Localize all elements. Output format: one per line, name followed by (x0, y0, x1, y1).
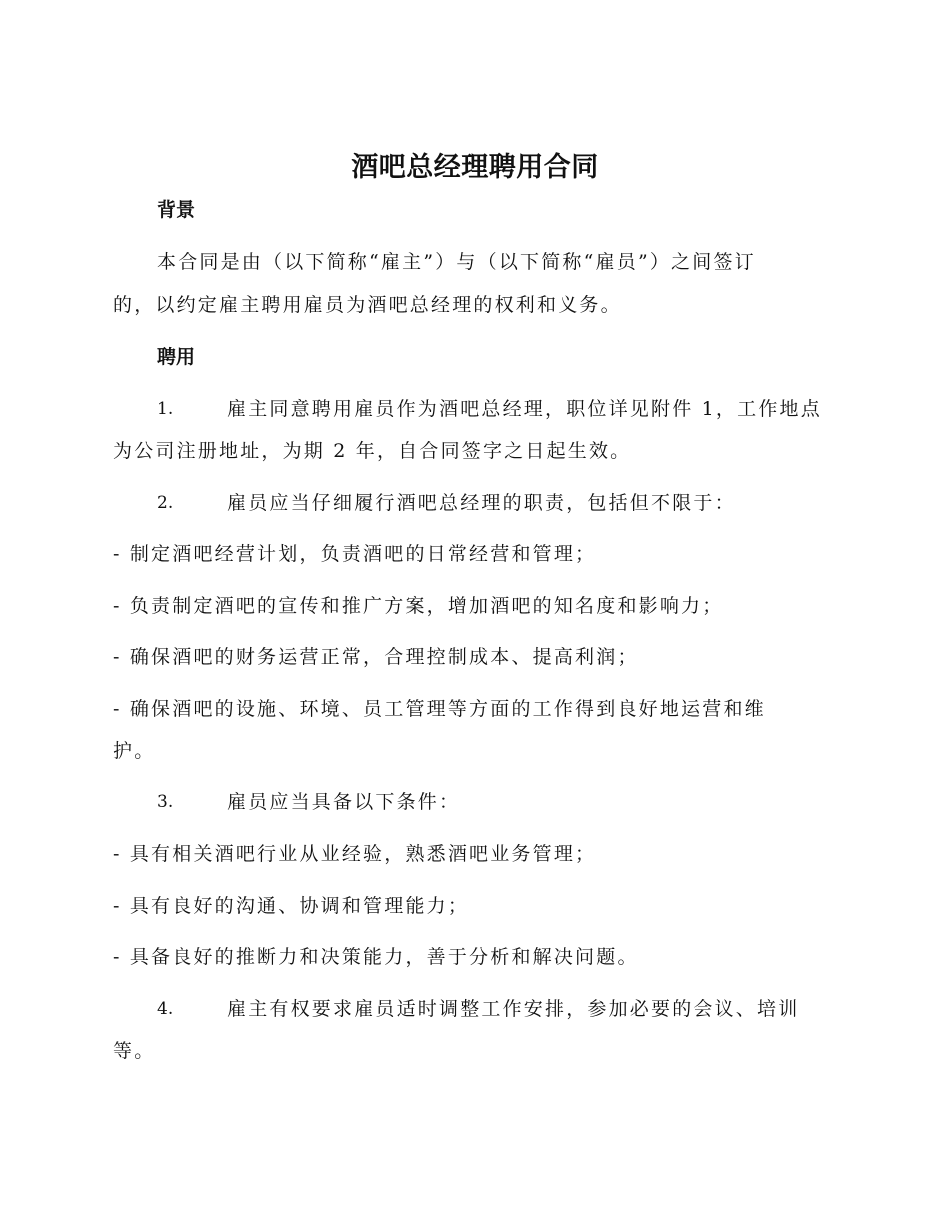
clause-2-bullet-4-continuation: 护。 (113, 740, 156, 762)
clause-2-bullet-3: - 确保酒吧的财务运营正常，合理控制成本、提高利润； (113, 646, 639, 668)
clause-number-2: 2. (157, 493, 174, 513)
clause-2-bullet-1: - 制定酒吧经营计划，负责酒吧的日常经营和管理； (113, 543, 597, 565)
document-title: 酒吧总经理聘用合同 (351, 152, 599, 183)
clause-3-bullet-1: - 具有相关酒吧行业从业经验，熟悉酒吧业务管理； (113, 843, 597, 865)
clause-4-line-2: 等。 (113, 1040, 156, 1062)
clause-2-bullet-4: - 确保酒吧的设施、环境、员工管理等方面的工作得到良好地运营和维 (113, 698, 766, 720)
clause-1-line-2: 为公司注册地址，为期 2 年，自合同签字之日起生效。 (113, 440, 632, 462)
clause-3-line-1: 雇员应当具备以下条件： (227, 791, 461, 813)
section-heading-employment: 聘用 (157, 346, 196, 368)
background-paragraph-line-2: 的，以约定雇主聘用雇员为酒吧总经理的权利和义务。 (113, 294, 622, 316)
background-paragraph-line-1: 本合同是由（以下简称“雇主”）与（以下简称“雇员”）之间签订 (157, 251, 756, 273)
clause-number-3: 3. (157, 792, 174, 812)
clause-1-line-1: 雇主同意聘用雇员作为酒吧总经理，职位详见附件 1，工作地点 (227, 398, 822, 420)
clause-2-bullet-2: - 负责制定酒吧的宣传和推广方案，增加酒吧的知名度和影响力； (113, 595, 724, 617)
clause-number-4: 4. (157, 999, 174, 1019)
clause-number-1: 1. (157, 399, 174, 419)
clause-4-line-1: 雇主有权要求雇员适时调整工作安排，参加必要的会议、培训 (227, 998, 800, 1020)
clause-2-line-1: 雇员应当仔细履行酒吧总经理的职责，包括但不限于： (227, 492, 736, 514)
clause-3-bullet-2: - 具有良好的沟通、协调和管理能力； (113, 895, 470, 917)
section-heading-background: 背景 (157, 199, 196, 221)
clause-3-bullet-3: - 具备良好的推断力和决策能力，善于分析和解决问题。 (113, 946, 639, 968)
